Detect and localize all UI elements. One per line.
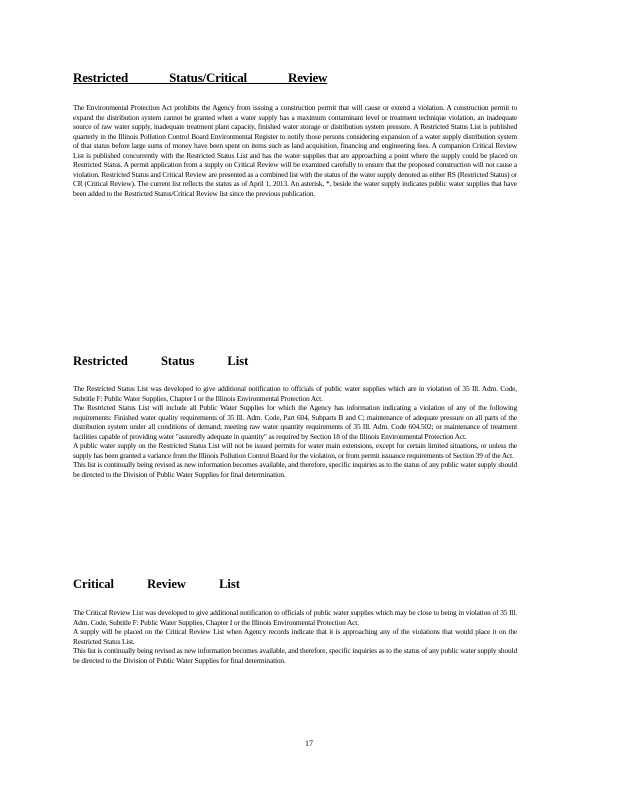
restricted-status-heading: Restricted Status List [73,354,249,368]
critical-review-heading: Critical Review List [73,577,240,591]
critical-paragraph: This list is continually being revised as new information becomes available, and therefore, specific inquiries as to the status of any public water supply should be directed to the Division of Public Water Supplies for final determination. [73,646,517,665]
restricted-status-section [73,384,517,479]
critical-paragraph: A supply will be placed on the Critical Review List when Agency records indicate that it is approaching any of the violations that would place it on the Restricted Status List. [73,627,517,646]
restricted-paragraph: The Restricted Status List was developed to give additional notification to officials of public water supplies which are in violation of 35 Ill. Adm. Code, Subtitle F: Public Water Supplies, Chapter I or the Illinois Environmental Protection Act. [73,384,517,403]
main-heading: Restricted Status/Critical Review [73,70,328,85]
critical-review-section [73,608,517,665]
intro-paragraph: The Environmental Protection Act prohibits the Agency from issuing a construction permit that will cause or extend a violation. A construction permit to expand the distribution system cannot be granted when a water supply has a maximum contaminant level or treatment technique violation, an inadequate source of raw water supply, inadequate treatment plant capacity, finished water storage or distribution system pressure. A Restricted Status List is published quarterly in the Illinois Pollution Control Board Environmental Register to notify those persons considering expansion of a water supply distribution system of that status before large sums of money have been spent on items such as land acquisition, financing and engineering fees. A companion Critical Review List is published concurrently with the Restricted Status List and has the water supplies that are approaching a point where the supply could be placed on Restricted Status. A permit application from a supply on Critical Review will be examined carefully to ensure that the proposed construction will not cause a violation. Restricted Status and Critical Review are presented as a combined list with the status of the water supply denoted as either RS (Restricted Status) or CR (Critical Review). The current list reflects the status as of April 1, 2013. An asterisk, *, beside the water supply indicates public water supplies that have been added to the Restricted Status/Critical Review list since the previous publication. [73,103,517,198]
restricted-paragraph: A public water supply on the Restricted Status List will not be issued permits for water main extensions, except for certain limited situations, or unless the supply has been granted a variance from the Illinois Pollution Control Board for the violation, or from permit issuance requirements of Section 39 of the Act. [73,441,517,460]
restricted-paragraph: This list is continually being revised as new information becomes available, and therefore, specific inquiries as to the status of any public water supply should be directed to the Division of Public Water Supplies for final determination. [73,460,517,479]
intro-section [73,103,517,198]
page-number: 17 [305,739,313,748]
restricted-paragraph: The Restricted Status List will include all Public Water Supplies for which the Agency has information indicating a violation of any of the following requirements: Finished water quality requirements of 35 Ill. Adm. Code, Part 604, Subparts B and C; maintenance of adequate pressure on all parts of the distribution system under all conditions of demand; meeting raw water quantity requirements of 35 Ill. Adm. Code 604.502; or maintenance of treatment facilities capable of providing water "assuredly adequate in quantity" as required by Section 18 of the Illinois Environmental Protection Act. [73,403,517,441]
critical-paragraph: The Critical Review List was developed to give additional notification to officials of public water supplies which may be close to being in violation of 35 Ill. Adm. Code, Subtitle F: Public Water Supplies, Chapter I or the Illinois Environmental Protection Act. [73,608,517,627]
